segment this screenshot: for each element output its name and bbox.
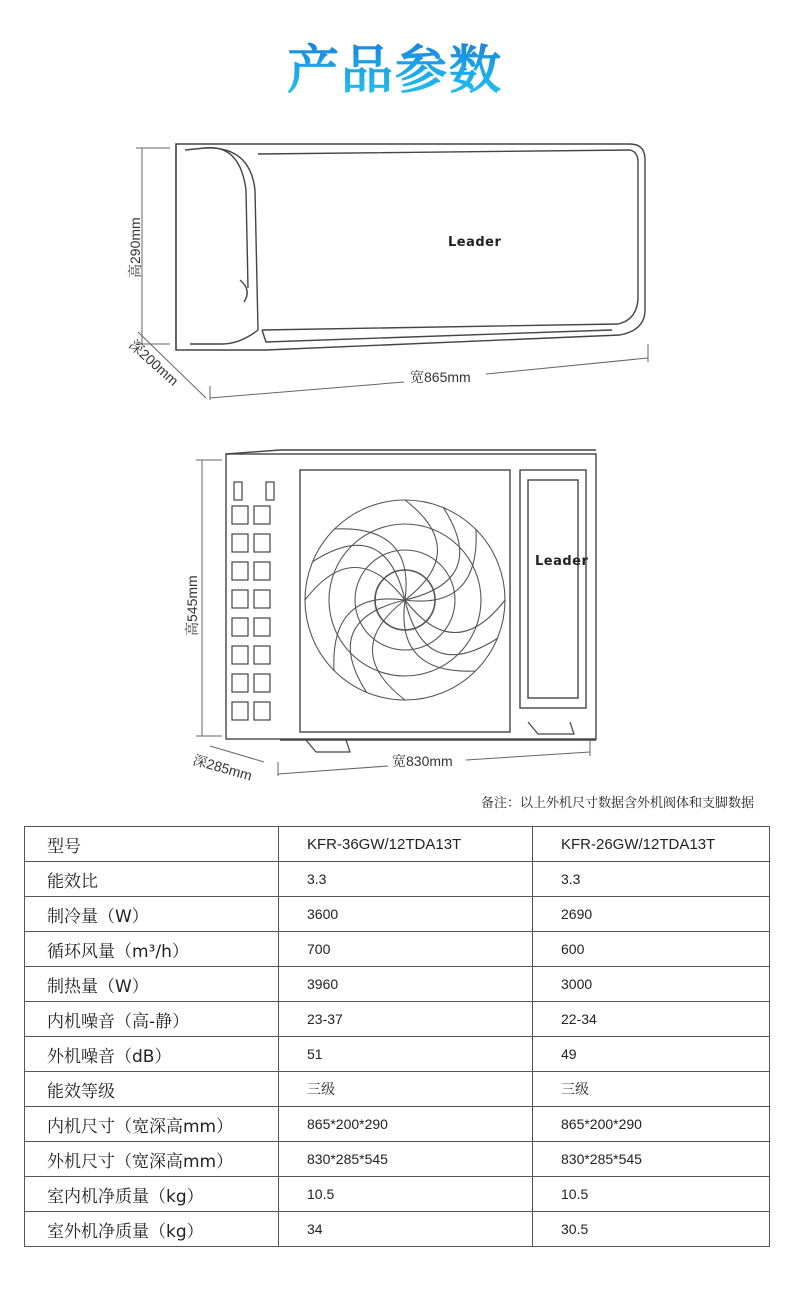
table-row (25, 1037, 770, 1072)
outdoor-fan-icon (305, 500, 505, 700)
indoor-height-label: 高290mm (127, 217, 143, 278)
spec-label: 能效比 (25, 862, 279, 897)
indoor-width-label: 宽865mm (410, 369, 471, 385)
spec-label: 循环风量（m³/h） (25, 932, 279, 967)
spec-label: 内机尺寸（宽深高mm） (25, 1107, 279, 1142)
outdoor-unit-diagram (0, 440, 790, 790)
spec-label: 内机噪音（高-静） (25, 1002, 279, 1037)
spec-value-model-2: 3000 (533, 967, 770, 1002)
spec-value-model-2: 30.5 (533, 1212, 770, 1247)
table-row (25, 1072, 770, 1107)
table-row (25, 1142, 770, 1177)
spec-value-model-1: 830*285*545 (279, 1142, 533, 1177)
spec-value-model-2: 22-34 (533, 1002, 770, 1037)
outdoor-feet (306, 722, 574, 752)
spec-value-model-2: 600 (533, 932, 770, 967)
spec-value-model-1: 34 (279, 1212, 533, 1247)
spec-label: 室外机净质量（kg） (25, 1212, 279, 1247)
indoor-unit-body (176, 144, 645, 350)
page-title: 产品参数 (0, 28, 790, 103)
spec-label: 制冷量（W） (25, 897, 279, 932)
table-row (25, 862, 770, 897)
outdoor-depth-label: 深285mm (191, 751, 254, 784)
spec-value-model-2: 49 (533, 1037, 770, 1072)
spec-label: 外机尺寸（宽深高mm） (25, 1142, 279, 1177)
indoor-unit-diagram (0, 130, 790, 410)
spec-label: 外机噪音（dB） (25, 1037, 279, 1072)
spec-value-model-2: 2690 (533, 897, 770, 932)
spec-value-model-1: 23-37 (279, 1002, 533, 1037)
table-row (25, 932, 770, 967)
spec-label: 型号 (25, 827, 279, 862)
spec-value-model-1: 51 (279, 1037, 533, 1072)
indoor-logo: Leader (448, 235, 502, 250)
spec-value-model-2: 830*285*545 (533, 1142, 770, 1177)
spec-value-model-2: 三级 (533, 1072, 770, 1107)
table-row (25, 1107, 770, 1142)
dimension-note: 备注：以上外机尺寸数据含外机阀体和支脚数据 (480, 796, 754, 811)
outdoor-width-label: 宽830mm (392, 753, 453, 769)
table-row (25, 1002, 770, 1037)
spec-label: 室内机净质量（kg） (25, 1177, 279, 1212)
table-row (25, 967, 770, 1002)
table-row (25, 827, 770, 862)
spec-value-model-1: 10.5 (279, 1177, 533, 1212)
indoor-depth-label: 深200mm (125, 336, 182, 389)
table-row (25, 897, 770, 932)
spec-value-model-2: 3.3 (533, 862, 770, 897)
spec-value-model-2: 865*200*290 (533, 1107, 770, 1142)
spec-value-model-1: KFR-36GW/12TDA13T (279, 827, 533, 862)
spec-value-model-1: 865*200*290 (279, 1107, 533, 1142)
spec-value-model-2: 10.5 (533, 1177, 770, 1212)
spec-value-model-1: 三级 (279, 1072, 533, 1107)
spec-value-model-1: 3.3 (279, 862, 533, 897)
spec-value-model-2: KFR-26GW/12TDA13T (533, 827, 770, 862)
spec-label: 能效等级 (25, 1072, 279, 1107)
table-row (25, 1177, 770, 1212)
spec-label: 制热量（W） (25, 967, 279, 1002)
outdoor-logo: Leader (535, 554, 589, 569)
table-row (25, 1212, 770, 1247)
spec-value-model-1: 3960 (279, 967, 533, 1002)
spec-value-model-1: 3600 (279, 897, 533, 932)
outdoor-side-vents (232, 482, 274, 720)
spec-value-model-1: 700 (279, 932, 533, 967)
spec-table (24, 826, 770, 1247)
outdoor-height-label: 高545mm (184, 575, 200, 636)
